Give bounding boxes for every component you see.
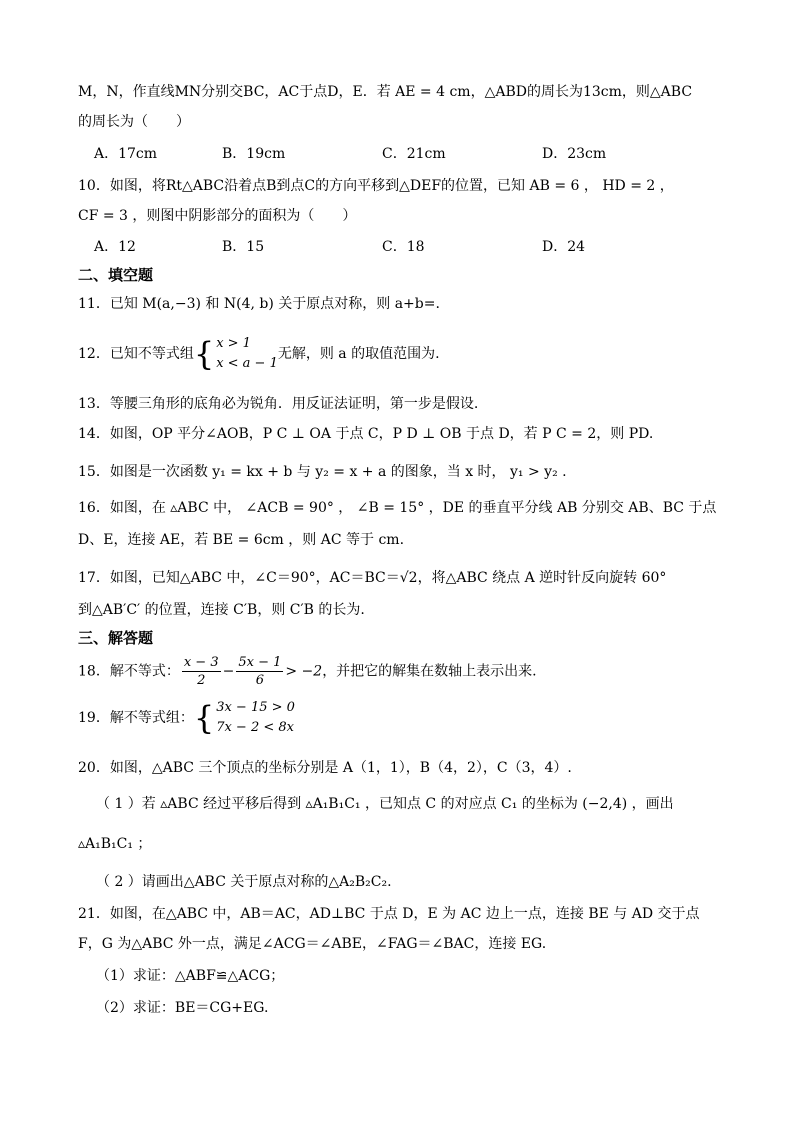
q10-line1: 10．如图，将Rt△ABC沿着点B到点C的方向平移到△DEF的位置，已知 AB = 6 ， HD = 2 ， [78,178,674,194]
q17-line2: 到△AB′C′ 的位置，连接 C′B，则 C′B 的长为. [78,602,365,618]
q18-f2-num: 5x − 1 [238,655,282,670]
q9-line1: M，N，作直线MN分别交BC，AC于点D，E．若 AE = 4 cm，△ABD的周长为13cm，则△ABC [78,84,693,100]
q10-option-a: A．12 [94,239,136,255]
q18-relation: > −2 [285,663,323,680]
q19 [78,698,295,738]
q11: 11．已知 M(a,−3) 和 N(4, b) 关于原点对称，则 a+b=. [78,296,440,312]
q19-sys2: 7x − 2 < 8x [216,720,294,735]
q10-option-b: B．15 [222,239,265,255]
q18-pre: 18．解不等式： [78,663,180,680]
q18-f1-num: x − 3 [183,655,219,670]
q12-sys1: x > 1 [216,336,251,351]
q21-line2: F，G 为△ABC 外一点，满足∠ACG＝∠ABE，∠FAG＝∠BAC，连接 EG. [78,936,547,952]
q12 [78,334,440,374]
q9-option-d: D．23cm [542,146,607,162]
q16-line1: 16．如图，在 ▵ABC 中， ∠ACB = 90° ， ∠B = 15° ，DE 的垂直平分线 AB 分别交 AB、BC 于点 [78,500,717,516]
q16-line2: D、E，连接 AE，若 BE = 6cm ，则 AC 等于 cm. [78,532,405,548]
q18-f2-den: 6 [255,673,264,688]
q18-minus: − [222,663,235,680]
q9-option-b: B．19cm [222,146,286,162]
q20-part1-cont: ▵A₁B₁C₁ ； [78,836,152,852]
brace-icon: { [193,335,215,373]
brace-icon: { [193,699,215,737]
q21-part1: （1）求证：△ABF≌△ACG； [96,968,285,984]
q18-fraction-2 [236,654,283,689]
q15: 15．如图是一次函数 y₁ = kx + b 与 y₂ = x + a 的图象，当 x 时， y₁ > y₂ . [78,464,567,480]
q13: 13．等腰三角形的底角必为锐角．用反证法证明，第一步是假设. [78,396,479,412]
q17-line1: 17．如图，已知△ABC 中，∠C＝90°，AC＝BC＝√2，将△ABC 绕点 A 逆时针反向旋转 60° [78,570,667,586]
q21-part2: （2）求证：BE＝CG+EG. [96,1000,269,1016]
q10-line2: CF = 3 ，则图中阴影部分的面积为（ ） [78,208,357,224]
q18-post: ，并把它的解集在数轴上表示出来. [322,663,537,680]
q20-part1: （ 1 ）若 ▵ABC 经过平移后得到 ▵A₁B₁C₁ ，已知点 C 的对应点 C₁ 的坐标为 (−2,4) ，画出 [96,796,674,812]
q14: 14．如图，OP 平分∠AOB，P C ⊥ OA 于点 C，P D ⊥ OB 于点 D，若 P C = 2，则 PD. [78,426,654,442]
q9-line2: 的周长为（ ） [78,114,190,130]
q12-pre: 12．已知不等式组 [78,346,194,362]
q10-option-d: D．24 [542,239,586,255]
section-fill-heading: 二、填空题 [78,266,154,284]
q12-sys2: x < a − 1 [216,356,278,371]
q19-sys1: 3x − 15 > 0 [216,700,295,715]
q19-pre: 19．解不等式组： [78,710,194,726]
q19-system [216,698,295,738]
q20-line1: 20．如图，△ABC 三个顶点的坐标分别是 A（1，1），B（4，2），C（3，4）. [78,760,572,776]
section-solve-heading: 三、解答题 [78,629,154,647]
q18 [78,654,537,689]
q18-fraction-1 [182,654,221,689]
q9-option-c: C．21cm [382,146,446,162]
q10-option-c: C．18 [382,239,425,255]
q12-post: 无解，则 a 的取值范围为. [277,346,440,362]
q12-system [216,334,278,374]
q9-option-a: A．17cm [94,146,158,162]
q21-line1: 21．如图，在△ABC 中，AB＝AC，AD⊥BC 于点 D，E 为 AC 边上一点，连接 BE 与 AD 交于点 [78,906,700,922]
q20-part2: （ 2 ）请画出△ABC 关于原点对称的△A₂B₂C₂. [96,874,392,890]
q18-f1-den: 2 [197,673,206,688]
